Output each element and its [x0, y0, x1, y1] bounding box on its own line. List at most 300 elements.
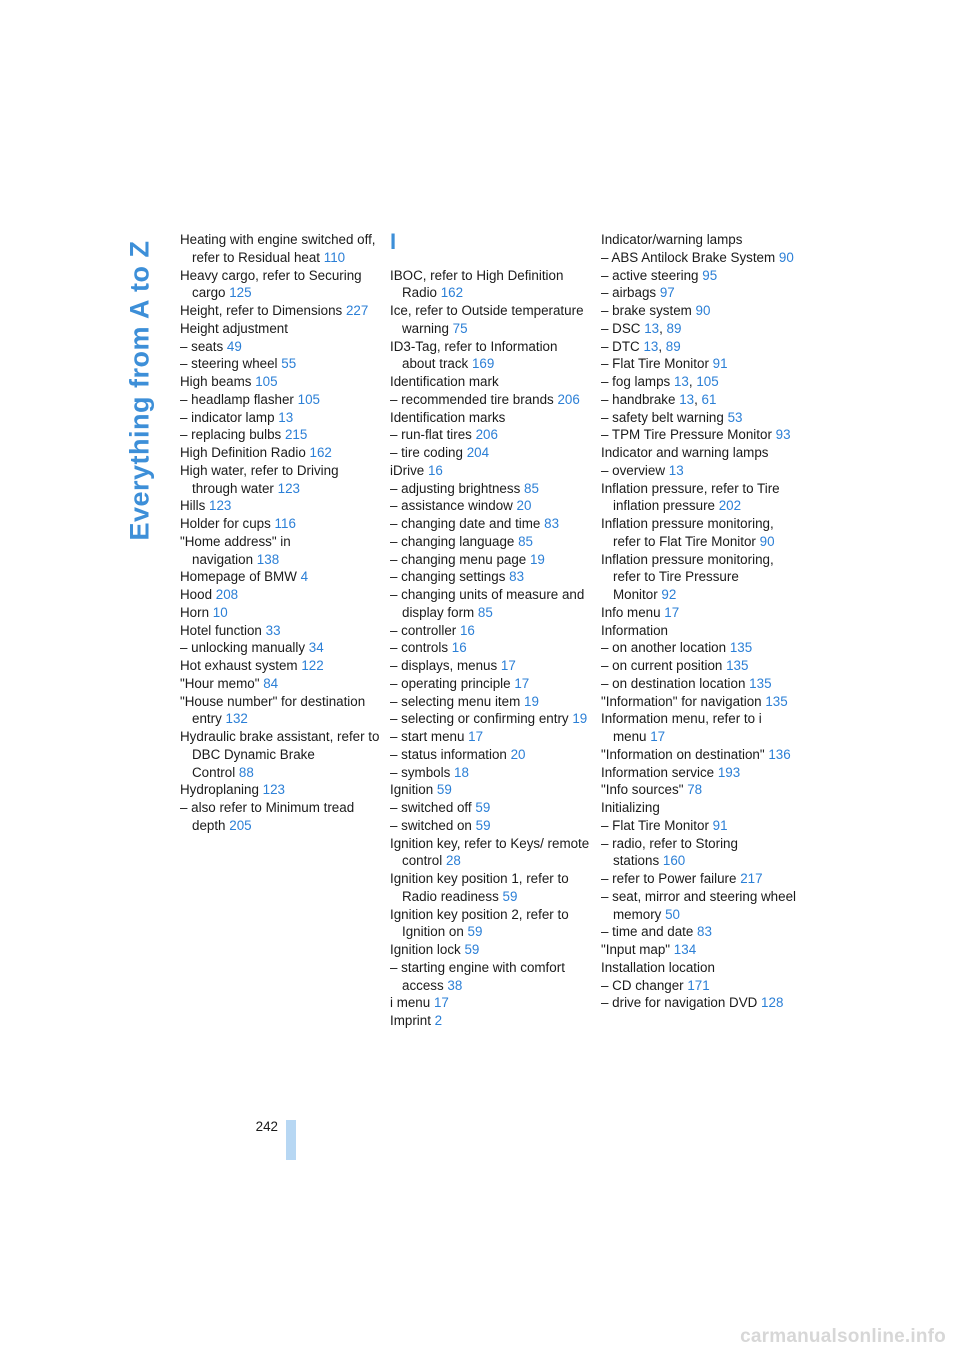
index-entry-text: – on destination location — [601, 675, 746, 691]
index-entry-text: – symbols — [390, 764, 451, 780]
page-marker-bar — [286, 1120, 296, 1160]
index-letter-heading: I — [390, 229, 397, 254]
page-ref-link[interactable]: 59 — [464, 942, 480, 957]
index-entry — [601, 675, 801, 693]
index-entry-text: High Definition Radio — [180, 445, 306, 460]
index-entry — [601, 923, 801, 941]
index-entry — [390, 426, 590, 444]
index-entry-text: Imprint — [390, 1013, 431, 1028]
page-ref-link[interactable]: 125 — [229, 285, 252, 301]
index-entry — [390, 444, 590, 462]
index-entry-text: Initializing — [601, 800, 660, 815]
page-ref-link[interactable]: 34 — [308, 640, 324, 656]
page-ref-link[interactable]: 17 — [433, 995, 449, 1011]
page-ref-link[interactable]: 169 — [471, 356, 495, 372]
index-entry-text: Hood — [180, 587, 213, 602]
index-entry — [390, 781, 590, 799]
index-entry — [601, 462, 801, 480]
index-entry — [390, 480, 590, 498]
index-entry — [601, 231, 801, 249]
index-entry-text: – steering wheel — [180, 356, 278, 372]
page-ref-link[interactable]: 53 — [727, 409, 743, 425]
index-entry — [390, 994, 590, 1012]
index-entry — [180, 799, 380, 835]
page-ref-link[interactable]: 49 — [226, 338, 242, 354]
index-entry — [601, 622, 801, 640]
index-entry — [180, 693, 380, 729]
index-entry — [390, 906, 590, 942]
page-ref-link[interactable]: 19 — [529, 551, 545, 567]
page-ref-link[interactable]: 91 — [712, 356, 728, 372]
index-entry — [601, 284, 801, 302]
index-entry-text: – also refer to Minimum tread depth — [180, 800, 355, 833]
index-entry — [601, 817, 801, 835]
page-ref-link[interactable]: 10 — [212, 604, 228, 620]
index-entry-text: – on another location — [601, 640, 727, 656]
index-entry-text: Indicator and warning lamps — [601, 445, 769, 460]
page-ref-link[interactable]: 4 — [300, 569, 309, 585]
index-entry-text: ID3-Tag, refer to Information about track — [390, 338, 558, 372]
index-entry — [390, 675, 590, 693]
index-entry — [390, 710, 590, 728]
page-ref-link[interactable]: 13 — [278, 409, 294, 425]
index-entry-text: – on current position — [601, 658, 723, 673]
page-ref-separator: , — [688, 374, 697, 389]
page-ref-link[interactable]: 135 — [765, 693, 788, 709]
index-entry-text: Hydraulic brake assistant, refer to DBC Dynamic Brake Control — [180, 729, 380, 780]
index-entry-text: – operating principle — [390, 675, 511, 691]
index-entry-text: Ignition key, refer to Keys/ remote control — [390, 835, 590, 869]
index-entry-text: Hot exhaust system — [180, 658, 298, 673]
index-entry-text: Ignition — [390, 782, 434, 798]
page-ref-link[interactable]: 162 — [440, 285, 464, 301]
page-ref-link[interactable]: 19 — [524, 693, 539, 709]
index-entry — [180, 586, 380, 604]
index-entry-text: – changing menu page — [390, 551, 527, 567]
index-entry-text: – changing units of measure and display form — [390, 587, 585, 620]
index-entry — [601, 338, 801, 356]
index-entry-text: Identification marks — [390, 409, 506, 425]
index-entry-text: – recommended tire brands — [390, 391, 554, 407]
page-ref-link[interactable]: 138 — [256, 551, 280, 567]
index-entry — [601, 746, 801, 764]
index-entry-text: – refer to Power failure — [601, 871, 737, 886]
page-ref-link[interactable]: 17 — [664, 604, 680, 620]
index-entry — [180, 728, 380, 781]
index-entry-text: – time and date — [601, 924, 694, 940]
index-entry — [601, 267, 801, 285]
index-entry — [601, 764, 801, 782]
index-column-3 — [601, 231, 801, 1012]
index-entry-text: "Information on destination" — [601, 746, 765, 762]
index-entry — [390, 462, 590, 480]
index-entry — [390, 622, 590, 640]
index-entry — [180, 781, 380, 799]
index-entry-text: Ice, refer to Outside temperature warning — [390, 303, 584, 336]
index-entry-text: "Information" for navigation — [601, 693, 762, 709]
index-entry-text: – run-flat tires — [390, 427, 472, 443]
page-ref-link[interactable]: 206 — [475, 427, 498, 443]
page-ref-link[interactable]: 90 — [778, 249, 794, 265]
index-entry — [180, 657, 380, 675]
index-entry — [390, 959, 590, 995]
page-ref-link[interactable]: 16 — [451, 640, 467, 656]
page-ref-link[interactable]: 92 — [661, 587, 677, 602]
page-ref-link[interactable]: 17 — [500, 658, 516, 673]
index-entry-text: iDrive — [390, 462, 425, 478]
index-entry — [390, 693, 590, 711]
page-ref-link[interactable]: 13 — [673, 374, 689, 389]
index-entry-text: – starting engine with comfort access — [390, 959, 565, 993]
page-ref-link[interactable]: 59 — [475, 817, 491, 833]
index-entry — [390, 764, 590, 782]
page-ref-link[interactable]: 18 — [454, 764, 469, 780]
page-ref-link[interactable]: 123 — [262, 782, 285, 798]
index-entry — [180, 355, 380, 373]
index-entry — [601, 781, 801, 799]
page-ref-link[interactable]: 75 — [452, 320, 468, 336]
page-ref-link[interactable]: 135 — [726, 658, 749, 673]
index-entry-text: – handbrake — [601, 391, 676, 407]
index-entry-text: High beams — [180, 374, 252, 389]
page-ref-link[interactable]: 20 — [516, 498, 532, 514]
index-entry — [180, 338, 380, 356]
index-entry — [180, 409, 380, 427]
index-entry — [390, 409, 590, 427]
index-entry — [390, 533, 590, 551]
index-entry-text: Identification mark — [390, 374, 499, 389]
index-entry-text: Inflation pressure monitoring, refer to Tire Pressure Monitor — [601, 551, 774, 602]
page-ref-link[interactable]: 83 — [544, 516, 560, 531]
page-ref-link[interactable]: 105 — [297, 391, 320, 407]
index-entry-text: – indicator lamp — [180, 409, 275, 425]
index-entry-text: Hydroplaning — [180, 782, 259, 798]
index-entry — [601, 426, 801, 444]
index-entry-text: – tire coding — [390, 445, 463, 460]
page-ref-link[interactable]: 206 — [557, 391, 580, 407]
index-entry — [180, 231, 380, 267]
index-entry-text: Hills — [180, 498, 206, 514]
page-ref-link[interactable]: 17 — [468, 729, 484, 744]
index-entry — [180, 622, 380, 640]
index-entry-text: Ignition key position 2, refer to Ignition on — [390, 906, 569, 940]
page-ref-link[interactable]: 16 — [427, 462, 443, 478]
index-entry — [390, 302, 590, 338]
index-entry — [390, 657, 590, 675]
index-entry — [601, 941, 801, 959]
index-entry — [601, 249, 801, 267]
index-entry — [180, 533, 380, 569]
index-entry-text: – selecting or confirming entry — [390, 711, 569, 727]
page-ref-link[interactable]: 78 — [687, 782, 703, 798]
index-entry-text: – adjusting brightness — [390, 480, 521, 496]
index-entry-text: Information menu, refer to i menu — [601, 711, 762, 744]
page-ref-link[interactable]: 205 — [229, 817, 252, 833]
page-ref-separator: , — [658, 338, 666, 354]
index-entry — [601, 710, 801, 746]
page-ref-link[interactable]: 85 — [477, 604, 493, 620]
index-column-1 — [180, 231, 380, 835]
page-ref-link[interactable]: 33 — [265, 622, 281, 638]
index-entry-text: – changing language — [390, 533, 515, 549]
index-entry — [601, 444, 801, 462]
page-ref-link[interactable]: 20 — [510, 746, 526, 762]
page-number: 242 — [255, 1119, 278, 1134]
page-ref-link[interactable]: 89 — [666, 320, 682, 336]
index-entry-text: – overview — [601, 462, 666, 478]
page-ref-link[interactable]: 19 — [572, 711, 588, 727]
section-side-title — [124, 230, 156, 550]
index-entry-text: "Info sources" — [601, 782, 684, 798]
index-entry — [601, 835, 801, 871]
index-entry — [180, 675, 380, 693]
page-ref-link[interactable]: 110 — [323, 249, 346, 265]
page-ref-link[interactable]: 135 — [729, 640, 753, 656]
index-entry-text: – ABS Antilock Brake System — [601, 249, 776, 265]
index-entry-text: Ignition lock — [390, 942, 461, 957]
page-ref-link[interactable]: 122 — [301, 658, 324, 673]
page-ref-link[interactable]: 193 — [717, 764, 741, 780]
index-entry-text: Horn — [180, 604, 210, 620]
index-entry-text: Heating with engine switched off, refer to Residual heat — [180, 232, 376, 265]
page-ref-link[interactable]: 59 — [475, 800, 491, 815]
index-entry — [390, 870, 590, 906]
index-entry-text: Information service — [601, 764, 715, 780]
page-ref-link[interactable]: 123 — [209, 498, 232, 514]
page-ref-link[interactable]: 90 — [759, 533, 775, 549]
index-entry-text: IBOC, refer to High Definition Radio — [390, 267, 564, 301]
index-entry — [601, 693, 801, 711]
index-entry — [390, 817, 590, 835]
index-entry — [390, 568, 590, 586]
page-ref-link[interactable]: 28 — [445, 853, 461, 869]
index-entry — [180, 568, 380, 586]
page-ref-link[interactable]: 160 — [662, 853, 686, 869]
index-entry-text: – brake system — [601, 303, 692, 318]
index-entry-text: – safety belt warning — [601, 409, 724, 425]
index-entry — [390, 391, 590, 409]
page-ref-link[interactable]: 83 — [697, 924, 712, 940]
page-ref-link[interactable]: 215 — [284, 427, 308, 443]
index-entry-text: – headlamp flasher — [180, 391, 294, 407]
watermark: carmanualsonline.info — [740, 1326, 946, 1347]
index-entry-text: – DTC — [601, 338, 640, 354]
page-ref-link[interactable]: 93 — [775, 427, 791, 443]
page-ref-link[interactable]: 89 — [665, 338, 681, 354]
index-entry-text: – displays, menus — [390, 658, 498, 673]
index-entry-text: "Hour memo" — [180, 675, 260, 691]
index-entry-text: – Flat Tire Monitor — [601, 817, 709, 833]
page-ref-link[interactable]: 61 — [701, 391, 717, 407]
page-ref-link[interactable]: 135 — [749, 675, 772, 691]
index-entry-text: – seats — [180, 338, 224, 354]
page-ref-link[interactable]: 17 — [650, 729, 666, 744]
page-ref-link[interactable]: 128 — [761, 995, 784, 1011]
page-ref-link[interactable]: 105 — [255, 374, 278, 389]
index-entry — [390, 551, 590, 569]
index-entry — [390, 586, 590, 622]
index-entry — [601, 391, 801, 409]
index-entry — [390, 728, 590, 746]
index-entry-text: – controller — [390, 622, 457, 638]
index-entry-text: – start menu — [390, 729, 465, 744]
page-ref-link[interactable]: 85 — [524, 480, 539, 496]
index-entry-text: High water, refer to Driving through water — [180, 462, 339, 496]
page-ref-link[interactable]: 55 — [281, 356, 297, 372]
index-entry — [180, 444, 380, 462]
index-entry-text: – airbags — [601, 285, 657, 301]
index-column-2 — [390, 231, 590, 1030]
index-entry-text: – replacing bulbs — [180, 427, 282, 443]
index-entry-text: Holder for cups — [180, 516, 271, 531]
index-entry-text: – TPM Tire Pressure Monitor — [601, 427, 772, 443]
page-ref-link[interactable]: 13 — [643, 338, 659, 354]
index-entry — [601, 870, 801, 888]
index-entry — [601, 657, 801, 675]
page-ref-link[interactable]: 136 — [768, 746, 791, 762]
index-entry — [390, 1012, 590, 1030]
index-entry-text: – unlocking manually — [180, 640, 306, 656]
index-entry — [180, 426, 380, 444]
index-entry-text: – status information — [390, 746, 507, 762]
index-entry — [601, 977, 801, 995]
index-entry — [180, 497, 380, 515]
index-entry — [601, 551, 801, 604]
index-entry-text: – switched off — [390, 800, 472, 815]
index-entry-text: Hotel function — [180, 622, 262, 638]
page-ref-link[interactable]: 16 — [459, 622, 475, 638]
page-ref-link[interactable]: 83 — [509, 569, 525, 585]
index-entry — [390, 338, 590, 374]
index-entry-text: Info menu — [601, 604, 661, 620]
index-entry-text: Heavy cargo, refer to Securing cargo — [180, 267, 362, 301]
index-entry-text: Indicator/warning lamps — [601, 232, 743, 247]
index-entry — [390, 515, 590, 533]
index-entry — [180, 320, 380, 338]
index-entry — [180, 515, 380, 533]
index-entry — [180, 604, 380, 622]
page-ref-link[interactable]: 85 — [518, 533, 533, 549]
page-ref-link[interactable]: 88 — [238, 764, 254, 780]
index-entry — [390, 746, 590, 764]
index-entry — [601, 302, 801, 320]
index-entry — [601, 515, 801, 551]
page-ref-link[interactable]: 171 — [687, 977, 710, 993]
page-ref-separator: , — [659, 320, 667, 336]
index-entry — [390, 941, 590, 959]
index-entry-text: – switched on — [390, 817, 472, 833]
index-entry-text: Height, refer to Dimensions — [180, 303, 343, 318]
index-entry-text: – fog lamps — [601, 374, 671, 389]
index-entry — [390, 835, 590, 871]
page-ref-link[interactable]: 95 — [702, 267, 718, 283]
page-ref-link[interactable]: 162 — [309, 445, 332, 460]
index-entry — [601, 639, 801, 657]
page-ref-separator: , — [694, 391, 702, 407]
index-entry — [601, 799, 801, 817]
index-entry-text: Information — [601, 622, 668, 638]
page-ref-link[interactable]: 123 — [277, 480, 300, 496]
index-entry — [601, 373, 801, 391]
index-entry-text: – radio, refer to Storing stations — [601, 835, 738, 869]
page-ref-link[interactable]: 134 — [673, 942, 697, 957]
page-ref-link[interactable]: 91 — [712, 817, 728, 833]
index-entry — [390, 497, 590, 515]
index-entry — [180, 267, 380, 303]
index-entry — [180, 391, 380, 409]
index-entry — [180, 302, 380, 320]
index-entry — [180, 462, 380, 498]
index-entry — [390, 267, 590, 303]
page-ref-link[interactable]: 13 — [668, 462, 684, 478]
index-entry-text: – selecting menu item — [390, 693, 521, 709]
index-entry-text: – seat, mirror and steering wheel memory — [601, 888, 797, 922]
page-ref-link[interactable]: 204 — [466, 445, 490, 460]
index-entry-text: – controls — [390, 640, 449, 656]
page-ref-link[interactable]: 90 — [695, 303, 711, 318]
page-ref-link[interactable]: 59 — [436, 782, 452, 798]
page-ref-link[interactable]: 202 — [718, 498, 742, 514]
page-ref-link[interactable]: 208 — [215, 587, 239, 602]
index-entry-text: "House number" for destination entry — [180, 693, 366, 727]
page-ref-link[interactable]: 50 — [665, 906, 680, 922]
index-entry-text: – assistance window — [390, 498, 513, 514]
index-entry — [601, 959, 801, 977]
index-entry — [601, 480, 801, 516]
page-ref-link[interactable]: 2 — [434, 1013, 443, 1028]
page-ref-link[interactable]: 105 — [696, 374, 719, 389]
index-entry-text: Ignition key position 1, refer to Radio readiness — [390, 871, 569, 904]
index-entry — [180, 373, 380, 391]
index-entry — [601, 994, 801, 1012]
index-entry-text: Installation location — [601, 959, 715, 975]
index-entry-text: Inflation pressure, refer to Tire inflation pressure — [601, 480, 780, 514]
index-entry — [601, 409, 801, 427]
page-ref-link[interactable]: 84 — [263, 675, 279, 691]
page-ref-link[interactable]: 227 — [345, 303, 369, 318]
page-ref-link[interactable]: 38 — [447, 977, 463, 993]
index-entry-text: – changing date and time — [390, 516, 541, 531]
index-entry — [390, 799, 590, 817]
index-entry-text: – drive for navigation DVD — [601, 995, 758, 1011]
index-entry-text: – changing settings — [390, 569, 506, 585]
index-entry-text: Homepage of BMW — [180, 569, 297, 585]
index-entry-text: "Input map" — [601, 942, 671, 957]
index-entry — [601, 320, 801, 338]
page-ref-link[interactable]: 13 — [679, 391, 695, 407]
page-ref-link[interactable]: 116 — [274, 516, 296, 531]
index-entry — [390, 373, 590, 391]
side-title-text: Everything from A to Z — [124, 239, 155, 541]
page-ref-link[interactable]: 17 — [514, 675, 530, 691]
index-entry-text: – Flat Tire Monitor — [601, 356, 709, 372]
index-entry-text: – active steering — [601, 267, 699, 283]
index-entry-text: Height adjustment — [180, 320, 288, 336]
page-ref-link[interactable]: 217 — [740, 871, 763, 886]
index-entry — [601, 355, 801, 373]
index-entry-text: "Home address" in navigation — [180, 533, 291, 567]
page-ref-link[interactable]: 59 — [467, 924, 483, 940]
index-entry-text: i menu — [390, 995, 431, 1011]
index-entry-text: – CD changer — [601, 977, 684, 993]
index-entry-text: – DSC — [601, 320, 641, 336]
index-entry — [601, 888, 801, 924]
page-ref-link[interactable]: 59 — [502, 888, 518, 904]
page-ref-link[interactable]: 97 — [659, 285, 675, 301]
page-ref-link[interactable]: 13 — [644, 320, 660, 336]
page-ref-link[interactable]: 132 — [225, 711, 248, 727]
index-entry — [601, 604, 801, 622]
